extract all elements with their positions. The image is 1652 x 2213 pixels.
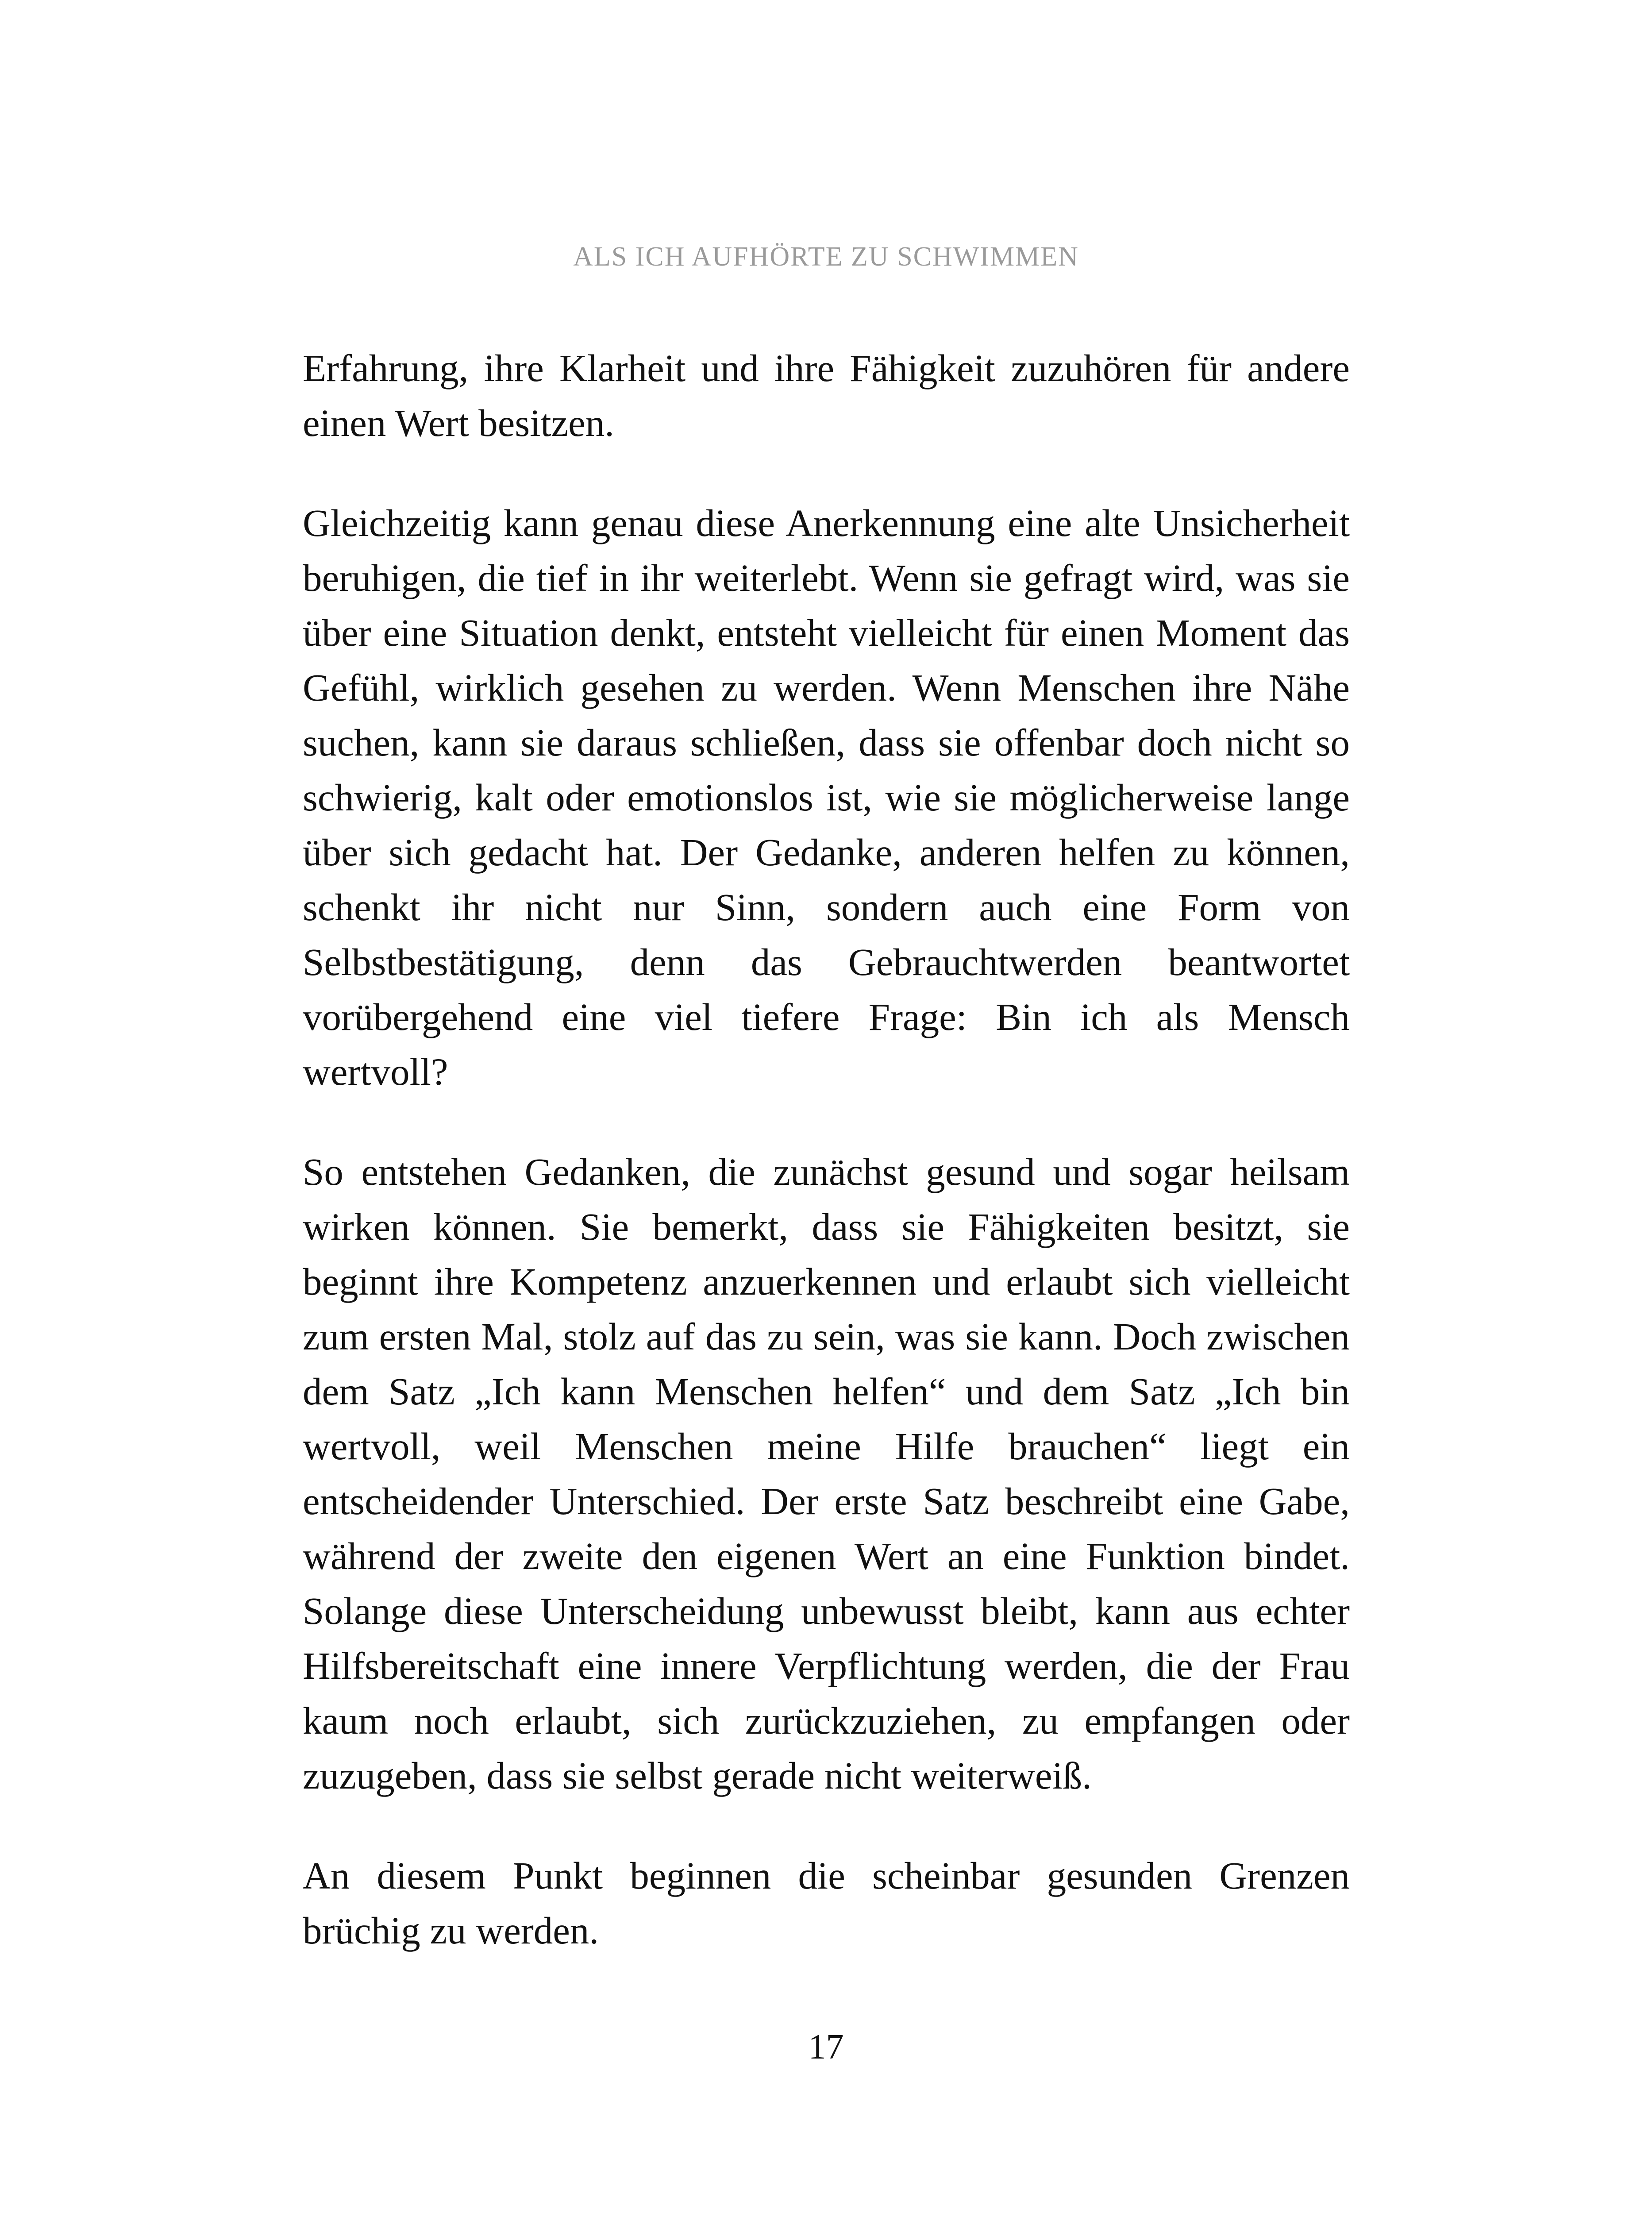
running-header: ALS ICH AUFHÖRTE ZU SCHWIMMEN [573,242,1079,272]
paragraph: An diesem Punkt beginnen die scheinbar gesunden Grenzen brüchig zu werden. [303,1854,1350,1952]
paragraph: So entstehen Gedanken, die zunächst gesund und sogar heilsam wirken können. Sie bemerkt, dass sie Fähigkeiten besitzt, sie beginnt ihre Kompetenz anzuerkennen und erlaubt sich vielleicht zum ersten Mal, stolz auf das zu sein, was sie kann. Doch zwischen dem Satz „Ich kann Menschen helfen“ und dem Satz „Ich bin wertvoll, weil Menschen meine Hilfe brauchen“ liegt ein entscheidender Unterschied. Der erste Satz beschreibt eine Gabe, während der zweite den eigenen Wert an eine Funktion bindet. Solange diese Unterscheidung unbewusst bleibt, kann aus echter Hilfsbereitschaft eine innere Verpflichtung werden, die der Frau kaum noch erlaubt, sich zurückzuziehen, zu empfangen oder zuzugeben, dass sie selbst gerade nicht weiterweiß. [303,1150,1350,1797]
body-text [303,341,1350,1958]
paragraph: Erfahrung, ihre Klarheit und ihre Fähigkeit zuzuhören für andere einen Wert besitzen. [303,347,1350,444]
paragraph: Gleichzeitig kann genau diese Anerkennung eine alte Unsicherheit beruhigen, die tief in ihr weiterlebt. Wenn sie gefragt wird, was sie über eine Situation denkt, entsteht vielleicht für einen Moment das Gefühl, wirklich gesehen zu werden. Wenn Menschen ihre Nähe suchen, kann sie daraus schließen, dass sie offenbar doch nicht so schwierig, kalt oder emotionslos ist, wie sie möglicherweise lange über sich gedacht hat. Der Gedanke, anderen helfen zu können, schenkt ihr nicht nur Sinn, sondern auch eine Form von Selbstbestätigung, denn das Gebrauchtwerden beantwortet vorübergehend eine viel tiefere Frage: Bin ich als Mensch wertvoll? [303,501,1350,1093]
page-number: 17 [808,2028,844,2066]
